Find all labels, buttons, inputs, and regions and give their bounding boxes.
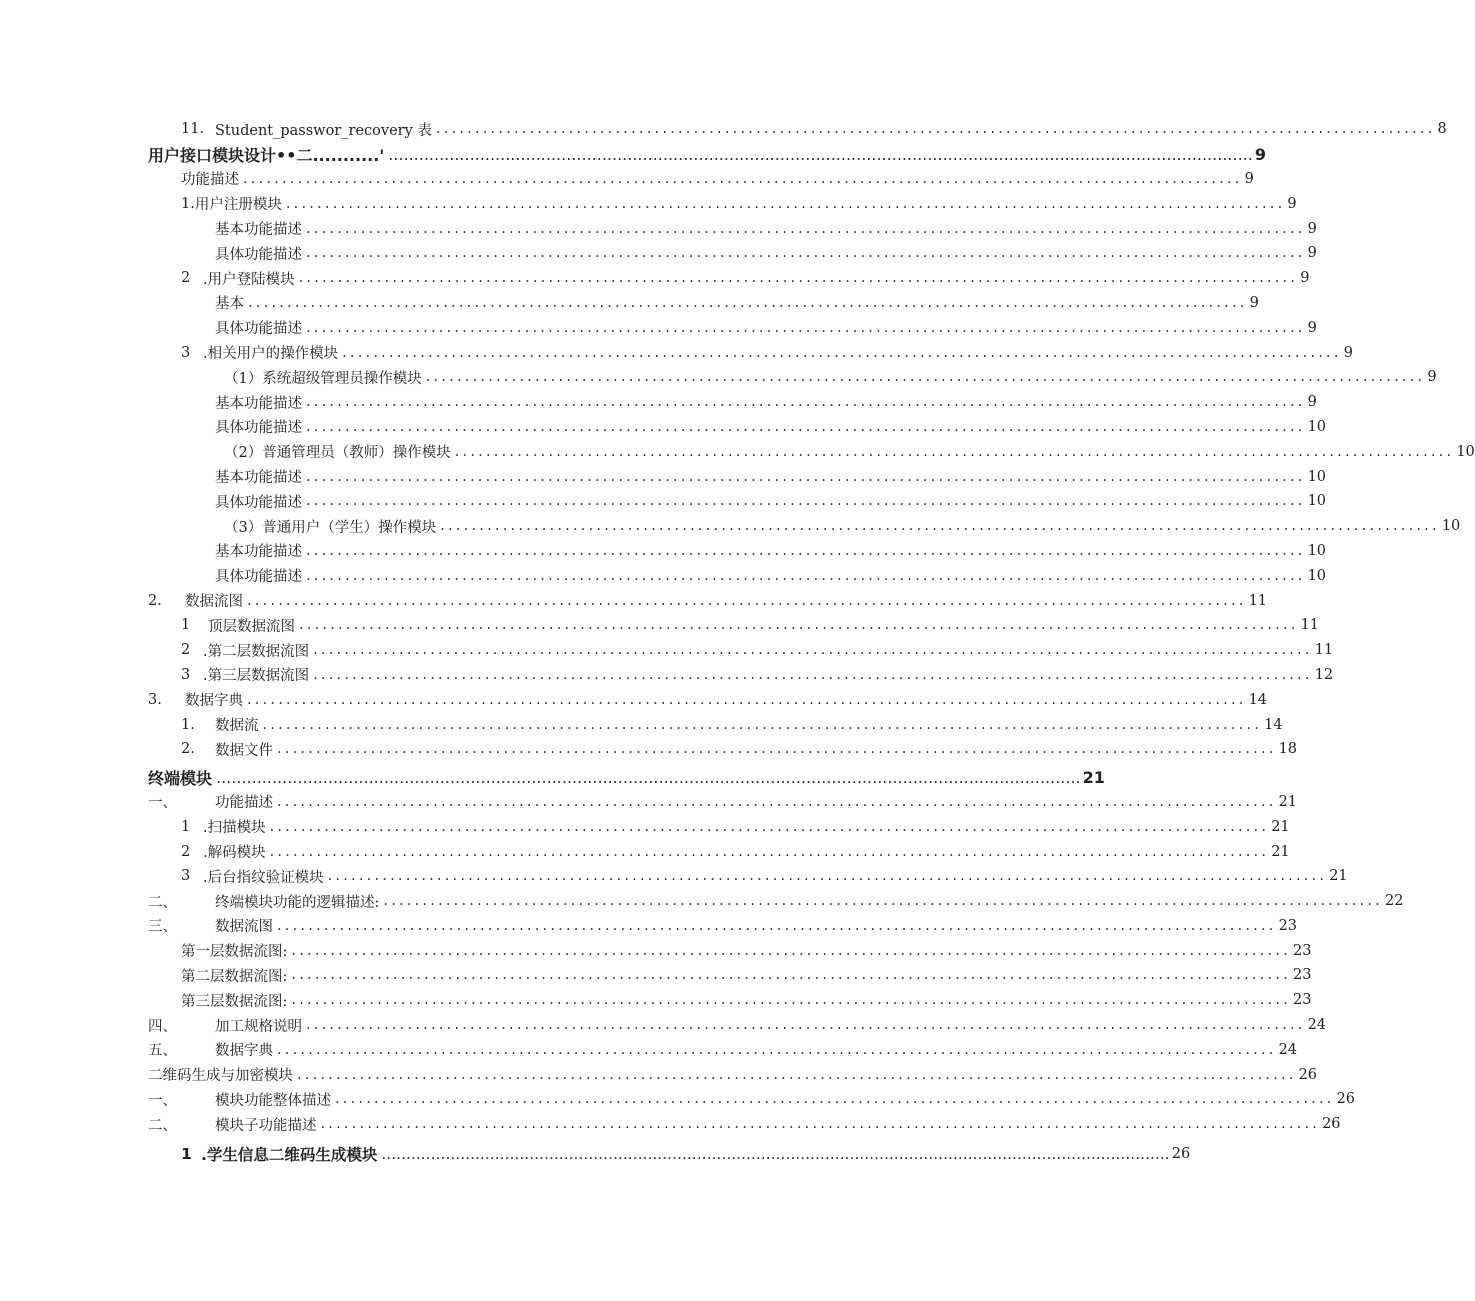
toc-entry-title: 第二层数据流图: [181,968,288,985]
toc-entry[interactable] [0,663,1334,688]
toc-entry-page: 10 [1307,468,1327,485]
toc-entry-title: Student_passwor_recovery 表 [215,122,432,139]
toc-entry-title: 加工规格说明 [215,1018,302,1035]
toc-entry-page: 10 [1307,418,1327,435]
toc-entry-number: 1 [181,1145,192,1164]
toc-leader-dots: ................................................................................................................................ [291,992,1291,1009]
toc-entry-page: 26 [1336,1091,1356,1108]
toc-entry-number: 1. [181,716,195,733]
toc-leader-dots: ................................................................................................................................ [454,443,1455,460]
toc-entry-page: 9 [1300,270,1310,287]
toc-entry-title: .第三层数据流图 [203,668,310,685]
toc-entry-page: 9 [1249,294,1259,311]
toc-entry-page: 12 [1314,666,1334,683]
toc-leader-dots: .......................................................................................................................................................................... [216,767,1081,787]
toc-entry-title: 具体功能描述 [215,321,302,338]
toc-entry[interactable] [0,1087,1356,1112]
toc-leader-dots: ................................................................................................................................ [306,319,1306,336]
toc-entry-page: 21 [1271,818,1290,835]
table-of-contents [0,117,1475,1166]
toc-entry-chapter[interactable] [0,142,1266,167]
toc-entry[interactable] [0,167,1254,192]
toc-leader-dots: ................................................................................................................................ [327,868,1328,885]
toc-entry[interactable] [0,687,1268,712]
toc-entry-number: 2 [181,642,191,659]
toc-leader-dots: ................................................................................................................................ [306,542,1306,559]
toc-entry-page: 21 [1278,793,1298,810]
toc-entry[interactable] [0,1037,1298,1062]
toc-leader-dots: ................................................................................................................................ [277,793,1277,810]
toc-leader-dots: ................................................................................................................................ [306,418,1306,435]
toc-entry-page: 9 [1307,245,1317,262]
toc-entry-number: 1. [181,195,195,212]
toc-entry[interactable] [0,489,1327,514]
toc-entry-number: 一、 [148,795,177,812]
toc-entry-number: 三、 [148,919,177,936]
toc-entry-title: .用户登陆模块 [203,271,295,288]
toc-entry-page: 10 [1307,542,1327,559]
toc-entry-title: 顶层数据流图 [208,618,295,635]
toc-entry-page: 26 [1171,1146,1191,1163]
toc-entry-chapter[interactable] [0,765,1105,790]
toc-entry-title: 数据文件 [215,742,273,759]
toc-leader-dots: ................................................................................................................................ [291,942,1291,959]
toc-entry-page: 21 [1082,767,1105,787]
toc-entry-title: 基本功能描述 [215,395,302,412]
toc-leader-dots: ................................................................................................................................ [313,666,1313,683]
toc-entry-page: 10 [1441,518,1461,535]
toc-leader-dots: ................................................................................................................................ [342,344,1342,361]
toc-entry-page: 10 [1456,443,1475,460]
toc-entry-page: 9 [1427,369,1437,386]
toc-entry[interactable] [0,638,1334,663]
toc-leader-dots: ................................................................................................................................ [306,245,1306,262]
toc-entry-title: .第二层数据流图 [203,643,310,660]
toc-entry[interactable] [0,814,1290,839]
toc-entry-title: 数据字典 [185,693,243,710]
toc-entry[interactable] [0,340,1353,365]
toc-entry-title: 具体功能描述 [215,569,302,586]
toc-entry-page: 26 [1322,1116,1341,1133]
toc-entry-page: 9 [1343,344,1353,361]
toc-entry-number: 2. [148,592,162,609]
toc-entry-page: 14 [1248,691,1268,708]
toc-leader-dots: ................................................................................................................................ [243,170,1243,187]
toc-entry[interactable] [0,191,1297,216]
toc-entry-page: 23 [1292,992,1312,1009]
toc-entry-page: 26 [1298,1066,1318,1083]
toc-entry-title: 功能描述 [215,795,273,812]
toc-entry-title: 终端模块功能的逻辑描述: [215,894,380,911]
toc-entry[interactable] [0,539,1327,564]
toc-entry-title: .相关用户的操作模块 [203,346,339,363]
toc-leader-dots: ................................................................................................................................ [306,220,1306,237]
toc-entry-page: 9 [1244,170,1254,187]
toc-leader-dots: ................................................................................................................................ [291,967,1291,984]
toc-entry-title: 具体功能描述 [215,420,302,437]
toc-leader-dots: ................................................................................................................................ [269,843,1270,860]
toc-leader-dots: ................................................................................................................................ [383,893,1383,910]
toc-entry-page: 11 [1314,642,1334,659]
toc-entry-number: 11. [181,121,205,138]
toc-leader-dots: ................................................................................................................................ [299,617,1299,634]
toc-entry-title: 模块子功能描述 [215,1117,317,1134]
toc-entry-title: 数据流图 [185,594,243,611]
toc-entry-page: 18 [1278,741,1298,758]
toc-entry[interactable] [0,1142,1191,1167]
toc-leader-dots: ................................................................................................................................................................ [381,1145,1170,1164]
toc-leader-dots: ................................................................................................................................ [247,691,1247,708]
toc-entry-page: 23 [1292,942,1312,959]
toc-entry-title: （3）普通用户（学生）操作模块 [224,519,437,536]
toc-entry[interactable] [0,712,1283,737]
toc-entry-number: 五、 [148,1043,177,1060]
toc-entry-title: 模块功能整体描述 [215,1092,331,1109]
toc-entry-page: 10 [1307,493,1327,510]
toc-leader-dots: ................................................................................................................................ [277,917,1277,934]
toc-entry[interactable] [0,790,1298,815]
toc-entry[interactable] [0,514,1461,539]
toc-entry-number: 二、 [148,894,177,911]
toc-leader-dots: ................................................................................................................................ [335,1091,1335,1108]
toc-entry[interactable] [0,365,1437,390]
toc-leader-dots: ................................................................................................................................ [277,741,1277,758]
toc-entry[interactable] [0,216,1317,241]
toc-leader-dots: ................................................................................................................................ [248,294,1248,311]
toc-leader-dots: ................................................................................................................................ [306,567,1306,584]
toc-entry-page: 9 [1307,319,1317,336]
toc-entry-page: 23 [1292,967,1312,984]
toc-leader-dots: ................................................................................................................................ [297,1066,1297,1083]
toc-entry-title: .后台指纹验证模块 [203,869,324,886]
toc-entry[interactable] [0,938,1312,963]
toc-entry-title: 具体功能描述 [215,494,302,511]
toc-entry[interactable] [0,889,1404,914]
toc-leader-dots: ................................................................................................................................ [306,468,1306,485]
toc-entry-number: 2 [181,843,191,860]
toc-entry[interactable] [0,1112,1341,1137]
toc-entry-title: 数据流 [215,718,259,735]
toc-entry-title: （2）普通管理员（教师）操作模块 [224,445,451,462]
toc-entry-title: 基本功能描述 [215,222,302,239]
toc-entry-title: 基本功能描述 [215,470,302,487]
toc-entry[interactable] [0,1013,1327,1038]
toc-entry-title: 基本功能描述 [215,544,302,561]
toc-entry-number: 2 [181,270,191,287]
toc-entry[interactable] [0,737,1298,762]
toc-entry-page: 22 [1384,893,1404,910]
toc-entry-title: 用户注册模块 [194,197,282,214]
toc-entry[interactable] [0,864,1348,889]
toc-entry-page: 11 [1248,592,1268,609]
toc-entry[interactable] [0,241,1317,266]
toc-entry[interactable] [0,839,1290,864]
toc-leader-dots: ................................................................................................................................ [306,493,1306,510]
toc-entry-title: 第三层数据流图: [181,993,288,1010]
toc-entry[interactable] [0,266,1310,291]
toc-leader-dots: ................................................................................................................................ [306,394,1306,411]
toc-entry-number: 1 [181,617,191,634]
toc-entry-title: 具体功能描述 [215,246,302,263]
toc-leader-dots: ................................................................................................................................ [247,592,1247,609]
toc-entry-number: 1 [181,818,191,835]
toc-entry-page: 9 [1287,195,1297,212]
toc-entry-page: 21 [1329,868,1348,885]
toc-entry-number: 四、 [148,1018,177,1035]
toc-entry-number: 3 [181,666,191,683]
toc-entry-title: 功能描述 [181,172,239,189]
toc-entry-number: 二、 [148,1117,177,1134]
toc-entry-title: 用户接口模块设计••二...........' [148,145,385,165]
toc-entry-number: 2. [181,741,195,758]
toc-entry-title: 二维码生成与加密模块 [148,1068,293,1085]
toc-entry-page: 9 [1307,394,1317,411]
toc-entry-page: 10 [1307,567,1327,584]
toc-leader-dots: ................................................................................................................................ [425,369,1426,386]
toc-entry-page: 24 [1307,1017,1327,1034]
toc-entry-page: 23 [1278,917,1298,934]
toc-entry-title: 终端模块 [148,768,213,788]
toc-entry[interactable] [0,563,1327,588]
toc-leader-dots: ................................................................................................................................ [435,121,1436,138]
toc-entry-page: 9 [1307,220,1317,237]
toc-leader-dots: .......................................................................................................................................................................... [388,144,1253,164]
toc-entry[interactable] [0,415,1327,440]
toc-entry-number: 3 [181,868,191,885]
toc-entry-number: 一、 [148,1092,177,1109]
toc-leader-dots: ................................................................................................................................ [298,270,1299,287]
toc-entry-title: （1）系统超级管理员操作模块 [224,370,422,387]
toc-entry-number: 3 [181,344,191,361]
toc-entry-page: 8 [1437,121,1447,138]
toc-entry[interactable] [0,988,1312,1013]
toc-entry-title: 基本 [215,296,244,313]
toc-entry-page: 11 [1300,617,1320,634]
toc-entry-title: 数据字典 [215,1043,273,1060]
toc-entry-page: 14 [1264,716,1283,733]
toc-entry-title: 数据流图 [215,919,273,936]
toc-entry[interactable] [0,1062,1318,1087]
toc-entry-title: .扫描模块 [203,820,266,837]
toc-entry-title: .学生信息二维码生成模块 [201,1146,378,1165]
toc-entry[interactable] [0,914,1298,939]
toc-leader-dots: ................................................................................................................................ [285,195,1286,212]
toc-entry-number: 3. [148,691,162,708]
toc-leader-dots: ................................................................................................................................ [262,716,1263,733]
toc-entry-title: 第一层数据流图: [181,944,288,961]
toc-entry[interactable] [0,613,1320,638]
toc-entry-title: .解码模块 [203,845,266,861]
toc-leader-dots: ................................................................................................................................ [269,818,1270,835]
toc-entry-page: 24 [1278,1041,1298,1058]
toc-entry[interactable] [0,390,1317,415]
toc-entry[interactable] [0,117,1447,142]
toc-entry[interactable] [0,963,1312,988]
toc-entry-page: 9 [1254,144,1266,164]
toc-entry[interactable] [0,588,1268,613]
toc-leader-dots: ................................................................................................................................ [440,518,1440,535]
toc-leader-dots: ................................................................................................................................ [313,642,1313,659]
toc-leader-dots: ................................................................................................................................ [320,1116,1321,1133]
toc-leader-dots: ................................................................................................................................ [306,1017,1306,1034]
toc-entry[interactable] [0,291,1259,316]
toc-entry[interactable] [0,464,1327,489]
toc-entry[interactable] [0,439,1475,464]
toc-leader-dots: ................................................................................................................................ [277,1041,1277,1058]
toc-entry-page: 21 [1271,843,1290,860]
toc-entry[interactable] [0,315,1317,340]
